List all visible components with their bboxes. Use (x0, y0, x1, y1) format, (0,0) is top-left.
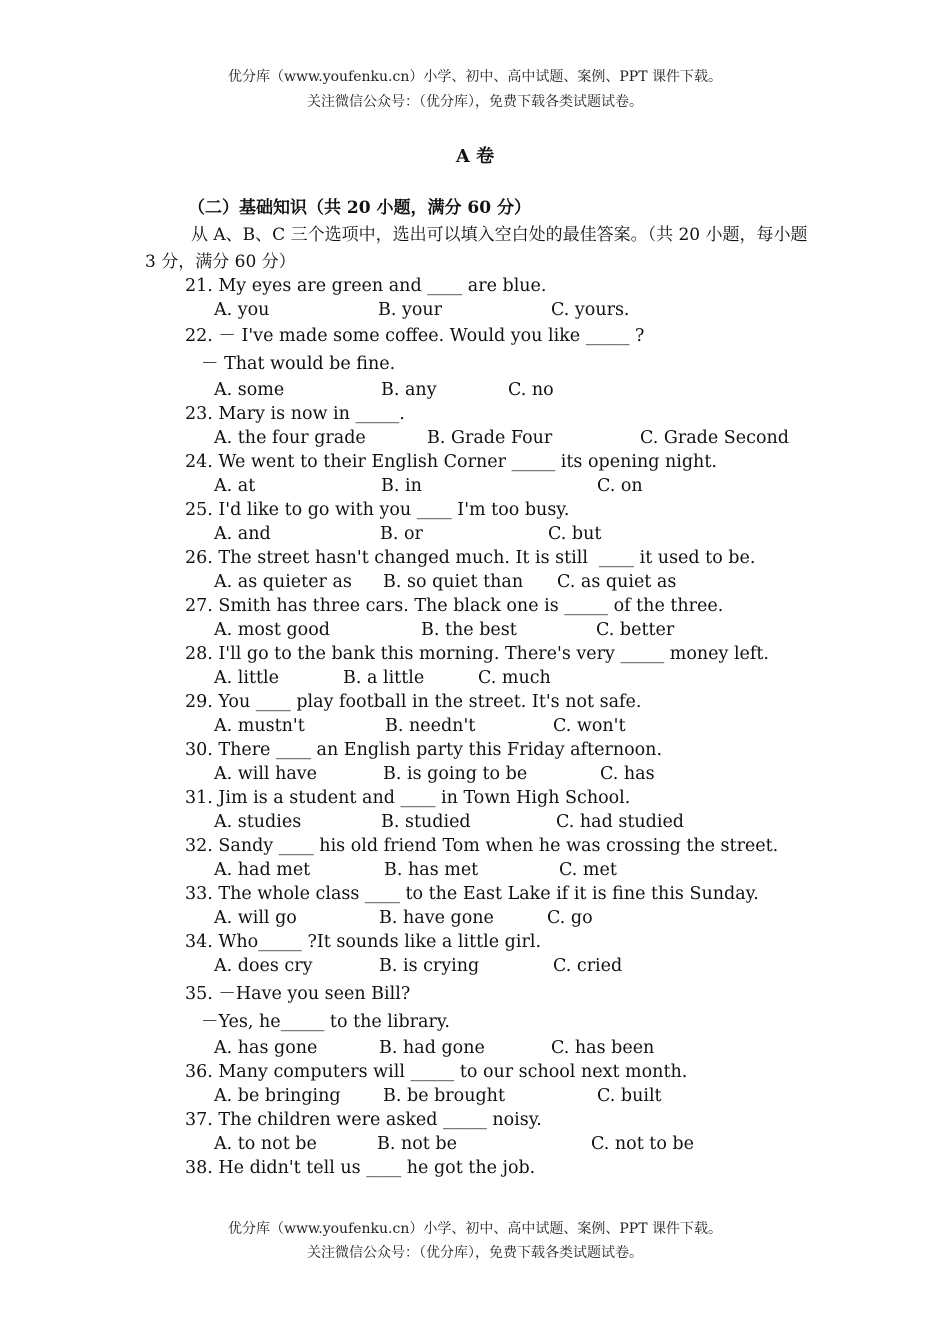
option-a: A. to not be (214, 1134, 317, 1154)
question-34: 34. Who_____ ?It sounds like a little girl. (185, 932, 542, 952)
option-b: B. a little (343, 668, 425, 688)
options-25 (185, 522, 810, 546)
option-a: A. has gone (214, 1038, 318, 1058)
option-c: C. won't (553, 716, 626, 736)
header-line-1: 优分库（www.youfenku.cn）小学、初中、高中试题、案例、PPT 课件下载。 (227, 69, 722, 85)
option-a: A. you (214, 300, 270, 320)
page-title: A 卷 (455, 146, 495, 167)
question-32: 32. Sandy ____ his old friend Tom when he was crossing the street. (185, 836, 779, 856)
option-a: A. at (214, 476, 256, 496)
reply-22: － That would be fine. (201, 354, 396, 374)
option-a: A. the four grade (214, 428, 366, 448)
option-b: B. Grade Four (427, 428, 553, 448)
option-a: A. will have (214, 764, 318, 784)
option-c: C. better (596, 620, 675, 640)
options-26 (185, 570, 810, 594)
question-25: 25. I'd like to go with you ____ I'm too busy. (185, 500, 570, 520)
options-30 (185, 762, 810, 786)
footer-line-2: 关注微信公众号：（优分库），免费下载各类试题试卷。 (307, 1245, 643, 1261)
question-21: 21. My eyes are green and ____ are blue. (185, 276, 547, 296)
option-b: B. the best (421, 620, 517, 640)
question-26: 26. The street hasn't changed much. It is still ____ it used to be. (185, 548, 756, 568)
option-b: B. is crying (379, 956, 480, 976)
option-a: A. had met (214, 860, 311, 880)
footer-line-1: 优分库（www.youfenku.cn）小学、初中、高中试题、案例、PPT 课件下载。 (227, 1221, 722, 1237)
option-c: C. cried (553, 956, 623, 976)
option-a: A. some (214, 380, 285, 400)
options-21 (185, 298, 810, 322)
option-b: B. needn't (385, 716, 476, 736)
option-b: B. or (380, 524, 423, 544)
options-24 (185, 474, 810, 498)
option-a: A. little (214, 668, 279, 688)
instructions: 从 A、B、C 三个选项中，选出可以填入空白处的最佳答案。（共 20 小题，每小题 3 分，满分 60 分） (145, 225, 808, 272)
question-31: 31. Jim is a student and ____ in Town High School. (185, 788, 631, 808)
option-a: A. studies (214, 812, 302, 832)
question-23: 23. Mary is now in _____. (185, 404, 405, 424)
options-36 (185, 1084, 810, 1108)
option-a: A. most good (214, 620, 330, 640)
option-c: C. yours. (551, 300, 630, 320)
option-a: A. will go (214, 908, 297, 928)
options-34 (185, 954, 810, 978)
question-28: 28. I'll go to the bank this morning. There's very _____ money left. (185, 644, 769, 664)
option-b: B. be brought (383, 1086, 505, 1106)
question-29: 29. You ____ play football in the street. It's not safe. (185, 692, 642, 712)
option-b: B. not be (377, 1134, 457, 1154)
options-37 (185, 1132, 810, 1156)
section-title: （二）基础知识（共 20 小题，满分 60 分） (188, 198, 531, 218)
option-c: C. has been (551, 1038, 655, 1058)
option-c: C. as quiet as (557, 572, 677, 592)
question-35: 35. －Have you seen Bill? (185, 984, 411, 1004)
option-c: C. met (559, 860, 617, 880)
option-c: C. but (548, 524, 602, 544)
options-32 (185, 858, 810, 882)
option-b: B. had gone (379, 1038, 485, 1058)
question-22: 22. － I've made some coffee. Would you like _____ ? (185, 326, 645, 346)
question-38: 38. He didn't tell us ____ he got the job. (185, 1158, 536, 1178)
options-29 (185, 714, 810, 738)
option-a: A. as quieter as (214, 572, 352, 592)
question-27: 27. Smith has three cars. The black one is _____ of the three. (185, 596, 724, 616)
option-a: A. and (214, 524, 271, 544)
option-c: C. Grade Second (640, 428, 789, 448)
option-c: C. no (508, 380, 554, 400)
options-33 (185, 906, 810, 930)
option-b: B. your (378, 300, 443, 320)
options-31 (185, 810, 810, 834)
option-c: C. on (597, 476, 643, 496)
option-a: A. be bringing (214, 1086, 341, 1106)
option-c: C. go (547, 908, 593, 928)
options-23 (185, 426, 810, 450)
reply-35: －Yes, he_____ to the library. (201, 1012, 450, 1032)
option-a: A. mustn't (214, 716, 305, 736)
option-c: C. built (597, 1086, 662, 1106)
options-35 (185, 1036, 810, 1060)
option-b: B. has met (384, 860, 479, 880)
option-c: C. had studied (556, 812, 685, 832)
question-list (185, 274, 810, 1180)
option-b: B. studied (381, 812, 471, 832)
question-24: 24. We went to their English Corner _____ its opening night. (185, 452, 717, 472)
options-22 (185, 378, 810, 402)
option-c: C. not to be (591, 1134, 694, 1154)
option-a: A. does cry (214, 956, 313, 976)
question-33: 33. The whole class ____ to the East Lake if it is fine this Sunday. (185, 884, 759, 904)
option-c: C. has (600, 764, 655, 784)
options-28 (185, 666, 810, 690)
options-27 (185, 618, 810, 642)
option-b: B. is going to be (383, 764, 528, 784)
question-37: 37. The children were asked _____ noisy. (185, 1110, 542, 1130)
option-b: B. have gone (379, 908, 494, 928)
option-c: C. much (478, 668, 551, 688)
option-b: B. any (381, 380, 437, 400)
option-b: B. so quiet than (383, 572, 524, 592)
header-line-2: 关注微信公众号：（优分库），免费下载各类试题试卷。 (307, 94, 643, 110)
question-36: 36. Many computers will _____ to our school next month. (185, 1062, 688, 1082)
option-b: B. in (381, 476, 422, 496)
question-30: 30. There ____ an English party this Friday afternoon. (185, 740, 663, 760)
